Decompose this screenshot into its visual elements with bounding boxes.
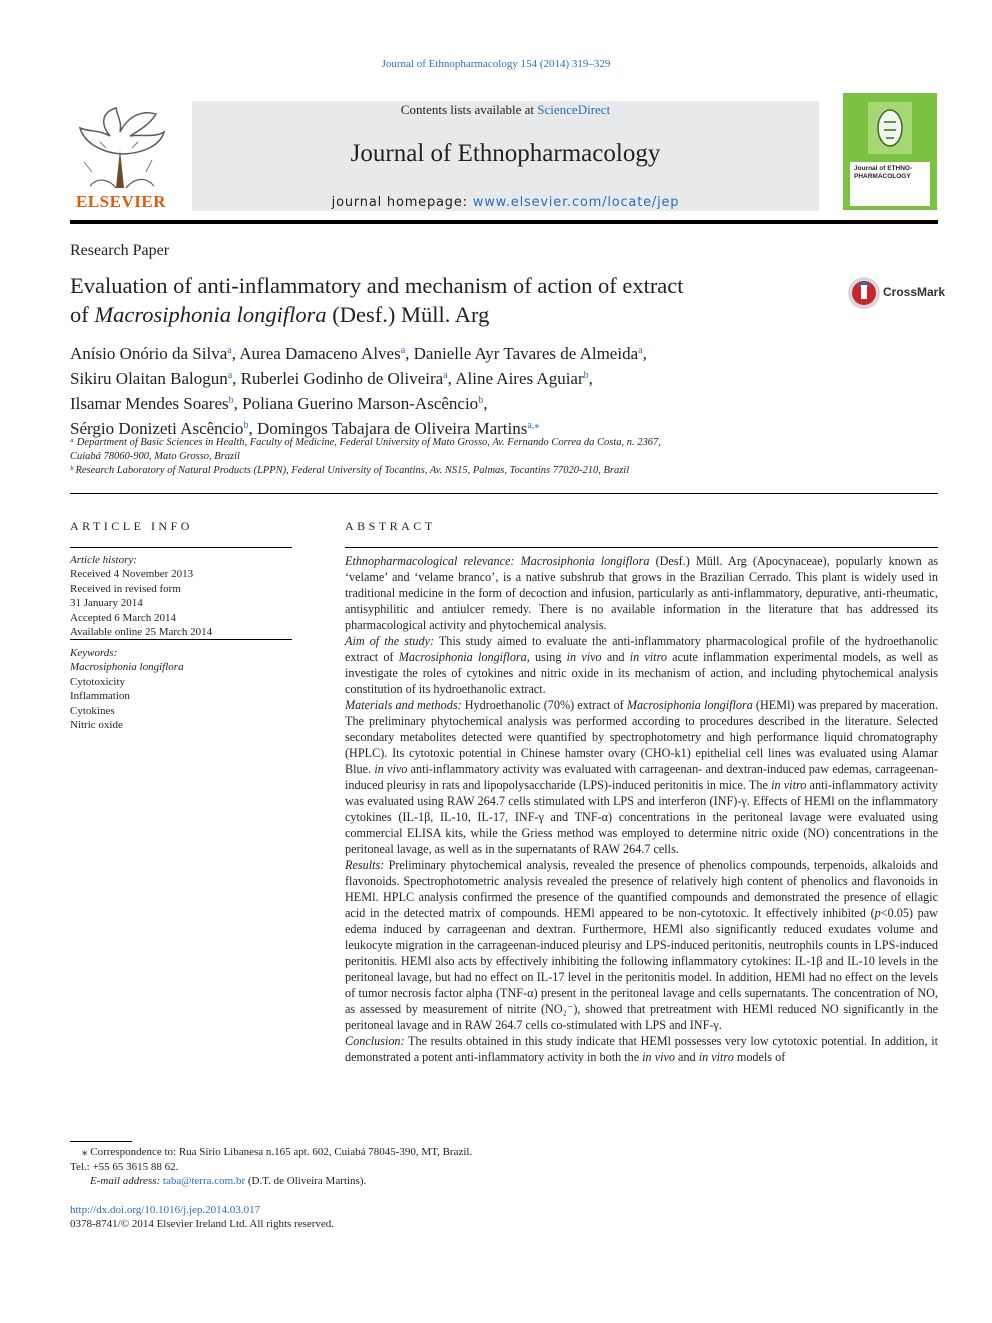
telephone-note: Tel.: +55 65 3615 88 62. [70, 1160, 179, 1173]
contents-available-line [192, 102, 819, 118]
doi-link[interactable]: http://dx.doi.org/10.1016/j.jep.2014.03.017 [70, 1203, 261, 1216]
author-separator: , [248, 419, 257, 438]
abstract-results [345, 857, 938, 1033]
keywords-rule [70, 639, 292, 640]
keywords [70, 646, 292, 732]
abstract-methods [345, 697, 938, 857]
author-affiliation-mark[interactable]: a [227, 370, 233, 381]
conclusion-text: and [675, 1050, 699, 1064]
article-info-heading: ARTICLE INFO [70, 519, 193, 533]
cover-title: Journal of ETHNO-PHARMACOLOGY [854, 165, 913, 180]
sciencedirect-link[interactable]: ScienceDirect [537, 102, 611, 117]
crossmark-icon [846, 275, 882, 311]
affiliation-b: ᵇ Research Laboratory of Natural Products (LPPN), Federal University of Tocantins, Av. NS15, Palmas, Tocantins 77020-210, Brazil [70, 465, 630, 476]
conclusion-label: Conclusion: [345, 1034, 405, 1048]
author-separator: , [232, 369, 241, 388]
header-rule [70, 220, 938, 224]
keyword: Cytokines [70, 704, 115, 717]
results-text: Preliminary phytochemical analysis, revealed the presence of phenolics compounds, terpenoids, alkaloids and flavonoids. Spectrophotometric analysis revealed the presence of relatively high content of phenolics and flavonoids in HEMl. HPLC analysis confirmed the presence of the quantified compounds and demonstrated the presence of ellagic acid in the detected matrix of compounds. HEMl appeared to be non-cytotoxic. It effectively inhibited ( [345, 858, 938, 920]
keyword: Cytotoxicity [70, 675, 125, 688]
article-type: Research Paper [70, 242, 170, 259]
author-name[interactable]: Aurea Damaceno Alves [239, 344, 401, 363]
article-title [70, 271, 830, 329]
title-line-2 [70, 300, 830, 329]
abstract-heading: ABSTRACT [345, 519, 436, 533]
history-item: Received 4 November 2013 [70, 568, 194, 581]
footnotes [70, 1145, 938, 1232]
conclusion-text: models of [733, 1050, 786, 1064]
methods-in-vivo: in vivo [374, 762, 408, 776]
article-info-rule [70, 547, 292, 548]
author-affiliation-mark[interactable]: b [243, 420, 249, 431]
crossmark-badge[interactable] [846, 275, 946, 311]
keyword: Nitric oxide [70, 719, 123, 732]
section-rule [70, 493, 938, 494]
title-rest: (Desf.) Müll. Arg [326, 302, 490, 327]
homepage-link[interactable]: www.elsevier.com/locate/jep [472, 195, 680, 210]
abstract-relevance [345, 553, 938, 633]
email-link[interactable]: taba@terra.com.br [162, 1175, 246, 1187]
email-label: E-mail address: [90, 1175, 163, 1187]
methods-in-vitro: in vitro [771, 778, 807, 792]
methods-label: Materials and methods: [345, 698, 462, 712]
aim-label: Aim of the study: [345, 634, 435, 648]
abstract-body [345, 553, 938, 1065]
methods-text: anti-inflammatory activity was evaluated using RAW 264.7 cells stimulated with LPS and interferon (INF)-γ. Effects of HEMl on the inflammatory cytokines (IL-1β, IL-10, IL-17, INF-γ and TNF-α) concentrations in the peritoneal lavage were evaluated using commercial ELISA kits, while the Griess method was employed to determine nitric oxide (NO) concentrations in the peritoneal lavage, as well as in the supernatants of RAW 264.7 cells. [345, 778, 938, 856]
author-name[interactable]: Domingos Tabajara de Oliveira Martins [256, 419, 528, 438]
results-text: <0.05) paw edema induced by carrageenan and dextran. Furthermore, HEMl also significantly reduced exudates volume and leukocyte migration in the carrageenan-induced pleurisy and LPS-induced peritonitis, neutrophils counts in LPS-induced peritonitis. HEMl also acts by effectively inhibiting the following inflammatory cytokines: IL-1β and IL-10 levels in the peritoneal lavage, but had no effect on IL-17 level in the peritonitis model. In addition, HEMl had no effect on the levels of tumor necrosis factor alpha (TNF-α) present in the peritoneal lavage and cells supernatants. The concentration of NO, as assessed by measurement of nitrite (NO₂⁻), showed that pretreatment with HEMl reduced NO significantly in the peritoneal lavage and in RAW 264.7 cells co-stimulated with LPS and INF-γ. [345, 906, 938, 1032]
author-affiliation-mark[interactable]: a [638, 345, 643, 356]
history-item: 31 January 2014 [70, 597, 143, 610]
title-line-1: Evaluation of anti-inflammatory and mechanism of action of extract [70, 273, 684, 298]
author-line-2 [70, 365, 830, 390]
author-separator: , [447, 369, 456, 388]
author-separator: , [642, 344, 647, 363]
abstract-aim [345, 633, 938, 697]
author-affiliation-mark[interactable]: a [400, 345, 406, 356]
affiliations [70, 436, 938, 478]
methods-text: (HEMl) was prepared by maceration. The preliminary phytochemical analysis was performed according to procedures described in the literature. Selected secondary metabolites detected were quantified by spectrophotometry and high performance liquid chromatography (HPLC). Its cytotoxic potential in Chinese hamster ovary (CHO-k1) epithelial cell lines was evaluated using Alamar Blue. [345, 698, 938, 776]
email-owner: (D.T. de Oliveira Martins). [245, 1175, 367, 1187]
relevance-text: (Desf.) Müll. Arg (Apocynaceae), popularly known as ‘velame’ and ‘velame branco’, is a native subshrub that grows in the Brazilian Cerrado. This plant is widely used in traditional medicine in the form of decoction and infusion, particularly as anti-inflammatory, depurative, anti-rheumatic, antisyphilitic and antiulcer remedy. There is no available information in the literature that has addressed its pharmacological activity and phytochemical analysis. [345, 554, 939, 632]
aim-in-vitro: in vitro [629, 650, 667, 664]
author-separator: , [405, 344, 414, 363]
article-history [70, 553, 292, 639]
author-affiliation-mark[interactable]: b [228, 395, 234, 406]
conclusion-in-vitro: in vitro [698, 1050, 734, 1064]
author-name[interactable]: Aline Aires Aguiar [455, 369, 584, 388]
title-of: of [70, 302, 95, 327]
author-separator: , [233, 394, 243, 413]
author-name[interactable]: Danielle Ayr Tavares de Almeida [413, 344, 639, 363]
relevance-label: Ethnopharmacological relevance: [345, 554, 515, 568]
author-list [70, 340, 830, 440]
author-line-3 [70, 390, 830, 415]
crossmark-label: CrossMark [883, 285, 946, 299]
footnote-rule [70, 1141, 132, 1142]
aim-species: Macrosiphonia longiflora [398, 650, 527, 664]
methods-text: Hydroethanolic (70%) extract of [461, 698, 627, 712]
author-separator: , [588, 369, 593, 388]
aim-in-vivo: in vivo [566, 650, 602, 664]
doi-line [70, 1203, 938, 1218]
journal-homepage-line [192, 195, 819, 210]
author-affiliation-mark[interactable]: b [583, 370, 589, 381]
history-item: Available online 25 March 2014 [70, 626, 213, 639]
contents-prefix: Contents lists available at [400, 102, 538, 117]
history-label: Article history: [70, 554, 137, 566]
elsevier-wordmark: ELSEVIER [76, 192, 166, 211]
keywords-label: Keywords: [70, 647, 118, 659]
history-item: Received in revised form [70, 582, 181, 595]
journal-title: Journal of Ethnopharmacology [350, 140, 661, 167]
cover-artwork-icon [850, 98, 930, 158]
author-affiliation-mark[interactable]: a,⁎ [527, 420, 540, 431]
author-name[interactable]: Sikiru Olaitan Balogun [70, 369, 228, 388]
correspondence-note: ⁎ Correspondence to: Rua Sírio Libanesa n.165 apt. 602, Cuiabá 78045-390, MT, Brazil. [82, 1146, 473, 1158]
author-name[interactable]: Ruberlei Godinho de Oliveira [240, 369, 444, 388]
conclusion-text: The results obtained in this study indicate that HEMl possesses very low cytotoxic potential. In addition, it demonstrated a potent anti-inflammatory activity in both the [345, 1034, 938, 1064]
author-name[interactable]: Sérgio Donizeti Ascêncio [70, 419, 244, 438]
keyword: Inflammation [70, 690, 130, 703]
author-affiliation-mark[interactable]: a [443, 370, 448, 381]
results-label: Results: [345, 858, 385, 872]
conclusion-in-vivo: in vivo [642, 1050, 675, 1064]
abstract-rule [345, 547, 938, 548]
title-species: Macrosiphonia longiflora [94, 302, 327, 327]
results-p-value: p [874, 906, 881, 920]
author-separator: , [483, 394, 488, 413]
keyword: Macrosiphonia longiflora [70, 661, 184, 674]
cover-title-panel [850, 162, 930, 206]
methods-species: Macrosiphonia longiflora [626, 698, 753, 712]
author-affiliation-mark[interactable]: b [478, 395, 484, 406]
affiliation-a-line-1: ᵃ Department of Basic Sciences in Health, Faculty of Medicine, Federal University of Mato Grosso, Av. Fernando Correa da Costa, n. 2367, [70, 437, 661, 448]
author-name[interactable]: Poliana Guerino Marson-Ascêncio [242, 394, 479, 413]
homepage-prefix: journal homepage: [331, 195, 473, 210]
aim-text: , using [526, 650, 567, 664]
author-separator: , [231, 344, 240, 363]
aim-text: and [601, 650, 630, 664]
copyright-line: 0378-8741/© 2014 Elsevier Ireland Ltd. All rights reserved. [70, 1218, 335, 1230]
author-name[interactable]: Anísio Onório da Silva [70, 344, 228, 363]
history-item: Accepted 6 March 2014 [70, 611, 176, 624]
author-name[interactable]: Ilsamar Mendes Soares [70, 394, 229, 413]
email-note [70, 1174, 938, 1189]
journal-citation[interactable]: Journal of Ethnopharmacology 154 (2014) 319–329 [381, 58, 611, 70]
aim-text: This study aimed to evaluate the anti-inflammatory pharmacological profile of the hydroethanolic extract of [345, 634, 938, 664]
aim-text: acute inflammation experimental models, as well as investigate the roles of cytokines and nitric oxide in its mechanism of action, and including phytochemical analysis constitution of its hydroethanolic extract. [345, 650, 938, 696]
abstract-conclusion [345, 1033, 938, 1065]
author-affiliation-mark[interactable]: a [227, 345, 232, 356]
relevance-species: Macrosiphonia longiflora [520, 554, 650, 568]
author-line-1 [70, 340, 830, 365]
affiliation-a-line-2: Cuiabá 78060-900, Mato Grosso, Brazil [70, 451, 240, 462]
methods-text: anti-inflammatory activity was evaluated with carrageenan- and dextran-induced paw edemas, carrageenan-induced pleurisy in rats and lipopolysaccharide (LPS)-induced peritonitis in mice. The [345, 762, 938, 792]
